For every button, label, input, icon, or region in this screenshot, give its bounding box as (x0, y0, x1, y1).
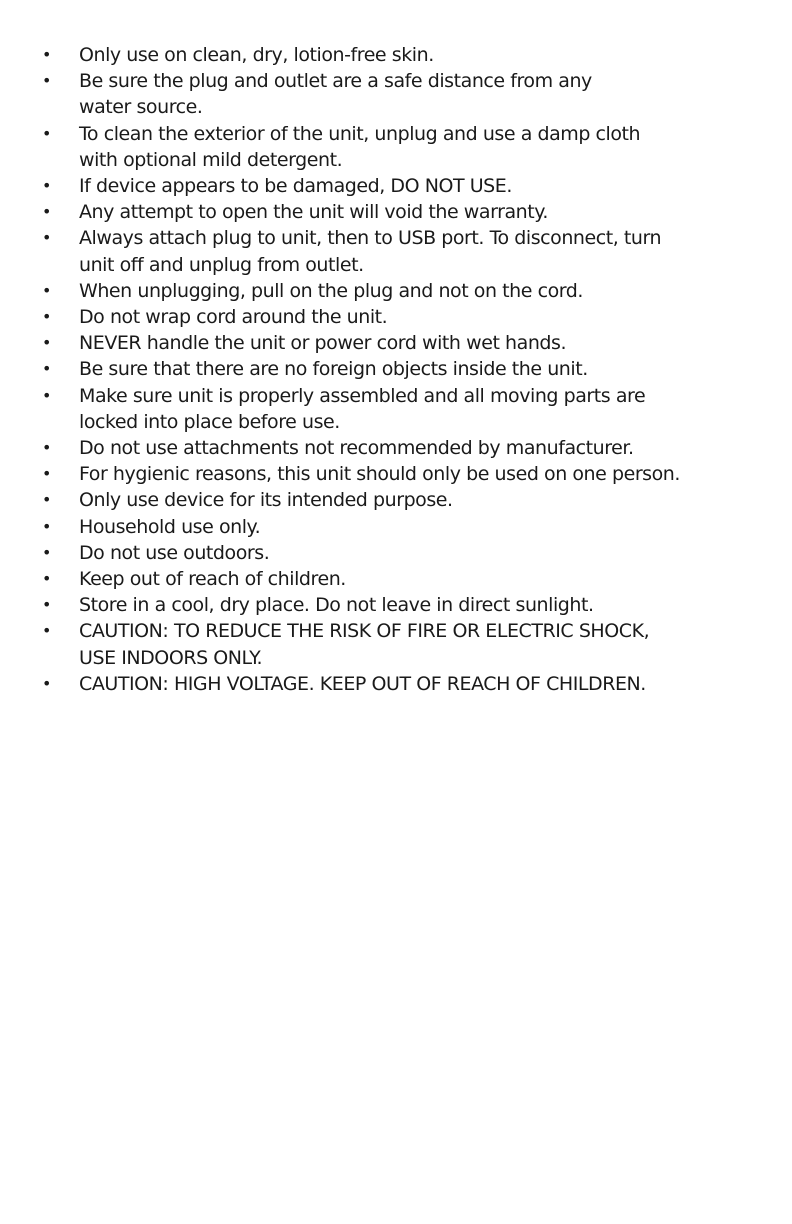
bullet-icon: • (42, 280, 51, 300)
bullet-icon: • (42, 464, 51, 484)
list-item-text: To clean the exterior of the unit, unplug and use a damp cloth with optional mild detergent. (79, 122, 641, 171)
list-item (42, 356, 762, 382)
list-item-text: NEVER handle the unit or power cord with wet hands. (79, 332, 567, 355)
list-item-text: Do not use attachments not recommended by manufacturer. (79, 437, 634, 460)
list-item (42, 278, 762, 304)
bullet-icon: • (42, 45, 51, 64)
list-item (42, 487, 762, 513)
list-item (42, 330, 762, 356)
bullet-icon: • (42, 71, 51, 91)
list-item-text: Do not wrap cord around the unit. (79, 306, 388, 329)
list-item (42, 173, 762, 199)
bullet-icon: • (42, 202, 51, 222)
bullet-icon: • (42, 228, 51, 248)
list-item (42, 199, 762, 225)
list-item-text: For hygienic reasons, this unit should only be used on one person. (79, 463, 680, 486)
list-item-text: Do not use outdoors. (79, 541, 270, 564)
list-item (42, 304, 762, 330)
list-item (42, 566, 762, 592)
list-item-text: Household use only. (79, 515, 261, 538)
list-item (42, 383, 762, 435)
list-item (42, 68, 762, 120)
bullet-icon: • (42, 385, 51, 405)
list-item-text: Only use device for its intended purpose. (79, 489, 453, 512)
bullet-icon: • (42, 438, 51, 458)
list-item-text: Keep out of reach of children. (79, 568, 346, 591)
bullet-icon: • (42, 359, 51, 379)
bullet-icon: • (42, 569, 51, 589)
list-item-text: Only use on clean, dry, lotion-free skin. (79, 44, 434, 66)
list-item (42, 225, 762, 277)
list-item-text: Be sure the plug and outlet are a safe distance from any water source. (79, 70, 592, 119)
list-item (42, 592, 762, 618)
list-item (42, 42, 762, 68)
list-item-text: Any attempt to open the unit will void the warranty. (79, 201, 548, 224)
list-item-text: Store in a cool, dry place. Do not leave in direct sunlight. (79, 594, 594, 617)
list-item (42, 540, 762, 566)
list-item (42, 618, 762, 670)
bullet-icon: • (42, 673, 51, 693)
bullet-icon: • (42, 307, 51, 327)
bullet-icon: • (42, 123, 51, 143)
bullet-icon: • (42, 516, 51, 536)
list-item (42, 514, 762, 540)
list-item (42, 461, 762, 487)
list-item (42, 121, 762, 173)
bullet-icon: • (42, 542, 51, 562)
bullet-icon: • (42, 333, 51, 353)
list-item-text: Always attach plug to unit, then to USB port. To disconnect, turn unit off and unplug from outlet. (79, 227, 662, 276)
list-item-text: If device appears to be damaged, DO NOT USE. (79, 175, 512, 198)
bullet-icon: • (42, 176, 51, 196)
list-item (42, 435, 762, 461)
bullet-icon: • (42, 595, 51, 615)
list-item (42, 671, 762, 697)
list-item-text: CAUTION: HIGH VOLTAGE. KEEP OUT OF REACH OF CHILDREN. (79, 672, 646, 695)
safety-instructions-list (42, 42, 762, 697)
bullet-icon: • (42, 621, 51, 641)
list-item-text: Be sure that there are no foreign objects inside the unit. (79, 358, 588, 381)
list-item-text: When unplugging, pull on the plug and not on the cord. (79, 279, 583, 302)
list-item-text: CAUTION: TO REDUCE THE RISK OF FIRE OR ELECTRIC SHOCK, USE INDOORS ONLY. (79, 620, 650, 669)
list-item-text: Make sure unit is properly assembled and all moving parts are locked into place before use. (79, 384, 646, 433)
bullet-icon: • (42, 490, 51, 510)
